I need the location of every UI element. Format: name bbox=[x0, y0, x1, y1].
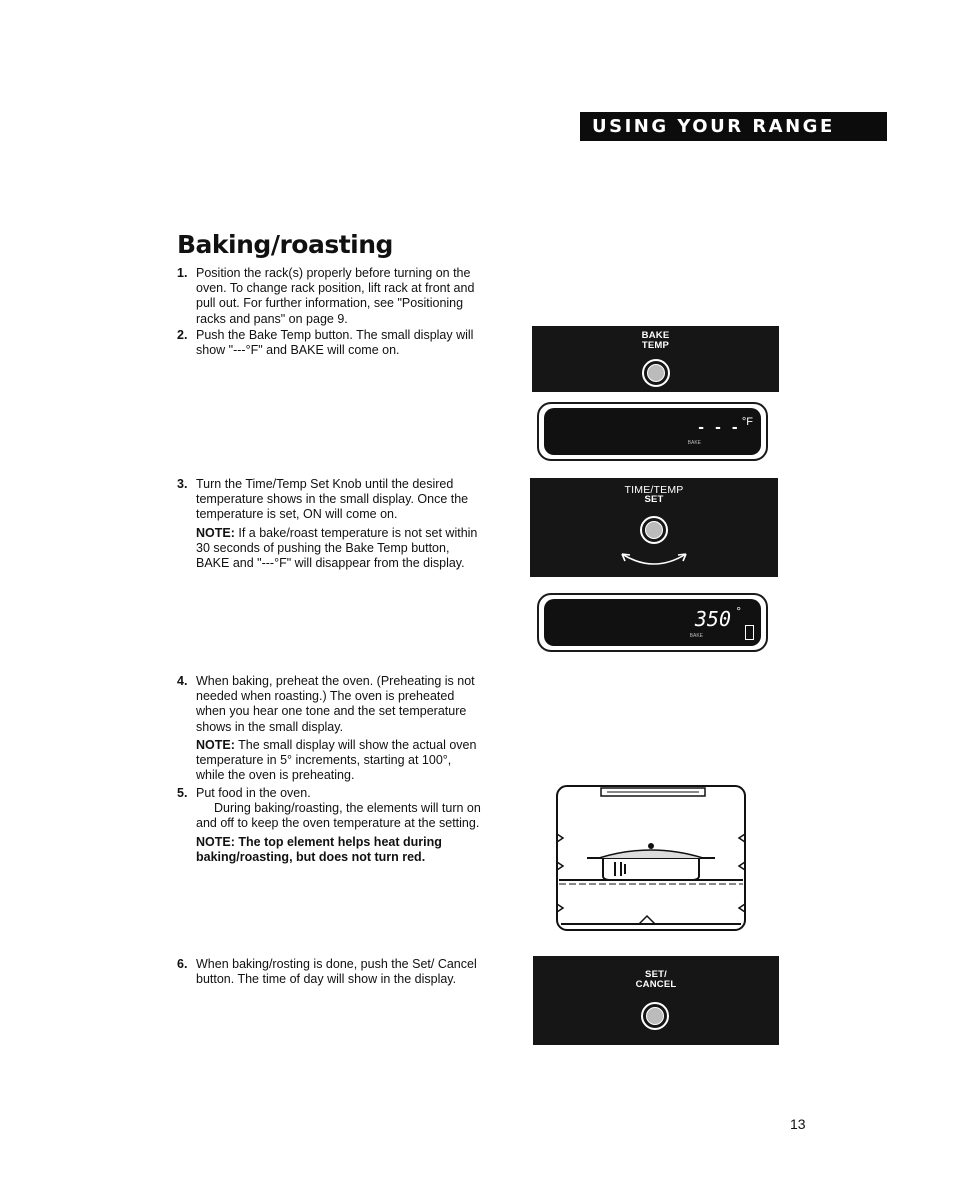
bake-indicator: BAKE bbox=[689, 633, 703, 639]
oven-cavity-illustration bbox=[555, 784, 753, 934]
step-3 bbox=[177, 477, 482, 574]
oven-display-blank bbox=[537, 402, 768, 461]
bake-temp-button[interactable] bbox=[642, 359, 670, 387]
rotate-arrows-icon bbox=[618, 548, 690, 572]
page-title: Baking/roasting bbox=[177, 230, 393, 259]
note-text: The top element helps heat during baking/roasting, but does not turn red. bbox=[196, 834, 442, 864]
display-readout: - - - bbox=[696, 420, 739, 436]
fahrenheit-indicator bbox=[745, 625, 754, 640]
oven-display-set bbox=[537, 593, 768, 652]
note-label: NOTE: bbox=[196, 525, 235, 540]
step-text: Push the Bake Temp button. The small display will show "---°F" and BAKE will come on. bbox=[196, 328, 474, 358]
time-temp-label: TIME/TEMP bbox=[624, 484, 684, 496]
display-unit: °F bbox=[741, 416, 753, 428]
step-5 bbox=[177, 786, 482, 868]
display-screen bbox=[544, 408, 761, 455]
section-header: USING YOUR RANGE bbox=[580, 112, 887, 141]
step-2 bbox=[177, 328, 482, 361]
step-note bbox=[196, 526, 482, 572]
note-text: The small display will show the actual oven temperature in 5° increments, starting at 100°, while the oven is preheating. bbox=[196, 737, 477, 783]
step-number: 4. bbox=[177, 674, 188, 688]
set-cancel-button[interactable] bbox=[641, 1002, 669, 1030]
temp-label: TEMP bbox=[641, 340, 670, 351]
step-text: During baking/roasting, the elements will turn on and off to keep the oven temperature at the setting. bbox=[196, 801, 481, 831]
step-number: 5. bbox=[177, 786, 188, 800]
step-number: 2. bbox=[177, 328, 188, 342]
note-label: NOTE: bbox=[196, 737, 235, 752]
step-number: 6. bbox=[177, 957, 188, 971]
step-1 bbox=[177, 266, 482, 330]
set-label: SET/ bbox=[645, 969, 667, 980]
step-text: Turn the Time/Temp Set Knob until the desired temperature shows in the small display. Once the temperature is set, ON will come on. bbox=[196, 477, 469, 522]
bake-temp-panel bbox=[532, 326, 779, 392]
display-unit: ° bbox=[736, 604, 741, 618]
time-temp-set-knob[interactable] bbox=[640, 516, 668, 544]
step-text: When baking, preheat the oven. (Preheating is not needed when roasting.) The oven is preheated when you hear one tone and the set temperature shows in the small display. bbox=[196, 674, 475, 734]
display-screen bbox=[544, 599, 761, 646]
step-number: 3. bbox=[177, 477, 188, 491]
step-number: 1. bbox=[177, 266, 188, 280]
time-temp-panel bbox=[530, 478, 778, 577]
page-number: 13 bbox=[790, 1116, 806, 1132]
step-note bbox=[196, 738, 482, 784]
bake-indicator: BAKE bbox=[687, 440, 701, 446]
set-cancel-panel bbox=[533, 956, 779, 1045]
step-note bbox=[196, 835, 482, 865]
step-text: Put food in the oven. bbox=[196, 786, 311, 800]
cancel-label: CANCEL bbox=[635, 979, 677, 990]
bake-label: BAKE bbox=[641, 330, 670, 341]
display-readout: 350 bbox=[694, 607, 731, 631]
step-text: When baking/rosting is done, push the Set/ Cancel button. The time of day will show in the display. bbox=[196, 957, 477, 987]
step-text: Position the rack(s) properly before turning on the oven. To change rack position, lift rack at front and pull out. For further information, see "Positioning racks and pans" on page 9. bbox=[196, 266, 475, 326]
step-6 bbox=[177, 957, 482, 990]
step-4 bbox=[177, 674, 482, 786]
note-label: NOTE: bbox=[196, 834, 235, 849]
note-text: If a bake/roast temperature is not set within 30 seconds of pushing the Bake Temp button, BAKE and "---°F" will disappear from the display. bbox=[196, 525, 478, 571]
set-label: SET bbox=[644, 494, 664, 505]
